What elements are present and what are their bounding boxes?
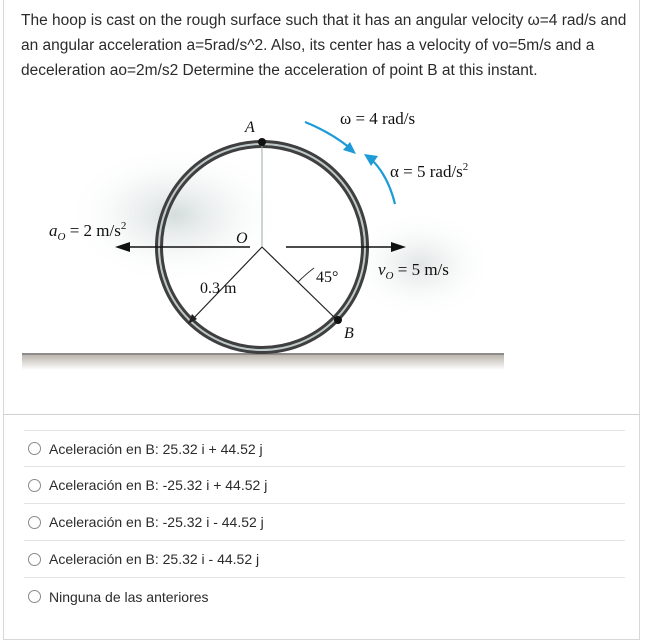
- answer-label: Ninguna de las anteriores: [49, 588, 209, 605]
- point-a: [258, 138, 266, 146]
- answer-label: Aceleración en B: -25.32 i + 44.52 j: [49, 477, 268, 493]
- radio-button[interactable]: [28, 442, 41, 455]
- radio-button[interactable]: [28, 479, 41, 492]
- label-a: A: [245, 119, 255, 136]
- point-b: [334, 316, 342, 324]
- alpha-label: α = 5 rad/$s^2$: [390, 161, 469, 181]
- omega-label: ω = 4 rad/s: [340, 109, 416, 128]
- answer-option-2[interactable]: [24, 467, 625, 504]
- motion-haze-left: [65, 145, 285, 285]
- ground-texture: [22, 354, 504, 370]
- answer-option-5[interactable]: [24, 578, 625, 615]
- answer-label: Aceleración en B: -25.32 i - 44.52 j: [49, 514, 264, 530]
- label-b: B: [344, 325, 354, 342]
- ao-label: $a_O = 2$ $m/s^2$: [49, 220, 127, 243]
- answer-option-1[interactable]: [24, 430, 625, 467]
- radius-label: 0.3 m: [200, 280, 237, 297]
- label-o: O: [236, 230, 248, 247]
- radio-button[interactable]: [28, 553, 41, 566]
- answer-option-4[interactable]: [24, 541, 625, 578]
- answer-label: Aceleración en B: 25.32 i + 44.52 j: [49, 440, 263, 457]
- question-text: The hoop is cast on the rough surface such that it has an angular velocity ω=4 rad/s and an angular acceleration a=5rad/s^2. Also, its center has a velocity of vo=5m/s and a deceleration ao=2m/s2 Determine the acceleration of point B at this instant.: [21, 12, 627, 79]
- radio-button[interactable]: [28, 516, 41, 529]
- answer-list: [24, 430, 625, 615]
- answer-option-3[interactable]: [24, 504, 625, 541]
- vo-label: $v_O = 5$ m/s: [378, 260, 449, 282]
- answer-label: Aceleración en B: 25.32 i - 44.52 j: [49, 551, 260, 567]
- angle-arc: [298, 268, 314, 282]
- radio-button[interactable]: [28, 590, 41, 603]
- angle-label: 45°: [316, 269, 339, 286]
